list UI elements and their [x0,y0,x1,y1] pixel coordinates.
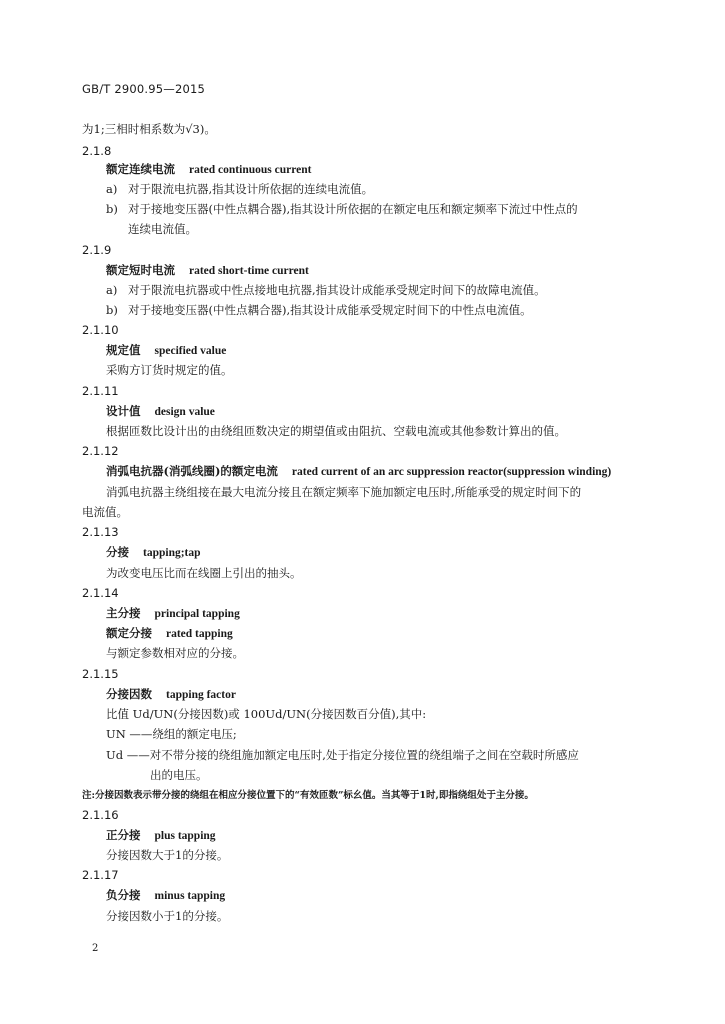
term-zh: 分接因数 [106,687,152,701]
term-heading [106,606,240,621]
term-zh: 正分接 [106,828,141,842]
term-zh: 额定连续电流 [106,162,175,176]
clause-number: 2.1.11 [82,384,119,398]
term-heading [106,545,201,560]
list-text: 对于限流电抗器或中性点接地电抗器,指其设计成能承受规定时间下的故障电流值。 [128,283,546,297]
clause-number: 2.1.13 [82,525,119,539]
standard-number-header: GB/T 2900.95—2015 [82,82,206,96]
term-heading [106,162,311,177]
definition-text: 采购方订货时规定的值。 [106,363,233,377]
definition-text: 分接因数大于1的分接。 [106,848,229,862]
clause-number: 2.1.15 [82,667,119,681]
list-marker: a) [106,283,118,297]
term-en: plus tapping [154,830,216,842]
symbol-definition: UN ——绕组的额定电压; [106,727,237,741]
clause-number: 2.1.14 [82,586,119,600]
definition-text: 为改变电压比而在线圈上引出的抽头。 [106,566,302,580]
term-en: tapping;tap [143,547,201,559]
term-heading [106,888,225,903]
definition-text: 比值 Ud/UN(分接因数)或 100Ud/UN(分接因数百分值),其中: [106,707,427,721]
term-zh: 规定值 [106,343,141,357]
term-zh: 设计值 [106,404,141,418]
page-number: 2 [92,943,99,954]
term-zh: 额定分接 [106,626,152,640]
term-heading [106,828,216,843]
symbol-definition: Ud ——对不带分接的绕组施加额定电压时,处于指定分接位置的绕组端子之间在空载时所感应 [106,748,579,762]
clause-number: 2.1.16 [82,808,119,822]
clause-number: 2.1.12 [82,444,119,458]
list-marker: a) [106,182,118,196]
list-text: 对于接地变压器(中性点耦合器),指其设计成能承受规定时间下的中性点电流值。 [128,303,532,317]
term-en: rated continuous current [189,164,312,176]
term-en: principal tapping [154,608,240,620]
symbol-definition-continued: 出的电压。 [150,768,208,782]
term-zh: 消弧电抗器(消弧线圈)的额定电流 [106,464,278,478]
clause-number: 2.1.9 [82,243,112,257]
list-text: 对于接地变压器(中性点耦合器),指其设计所依据的在额定电压和额定频率下流过中性点的 [128,202,578,216]
term-heading [106,687,236,702]
note-text: 注:分接因数表示带分接的绕组在相应分接位置下的“有效匝数”标幺值。当其等于1时,即指绕组处于主分接。 [82,790,534,801]
list-marker: b) [106,202,118,216]
term-zh: 分接 [106,545,129,559]
list-item [106,202,578,216]
list-text-continued: 连续电流值。 [128,222,197,236]
term-heading [106,343,226,358]
term-en: tapping factor [166,689,236,701]
term-en: rated tapping [166,628,233,640]
list-marker: b) [106,303,118,317]
continued-text: 为1;三相时相系数为√3)。 [82,122,216,136]
term-heading [106,263,309,278]
definition-text-continued: 电流值。 [82,505,128,519]
term-heading [106,404,215,419]
clause-number: 2.1.17 [82,868,119,882]
definition-text: 消弧电抗器主绕组接在最大电流分接且在额定频率下施加额定电压时,所能承受的规定时间下的 [106,485,582,499]
term-en: specified value [154,345,227,357]
clause-number: 2.1.8 [82,144,112,158]
term-heading [106,464,611,479]
term-en: rated current of an arc suppression reactor(suppression winding) [291,466,612,478]
definition-text: 与额定参数相对应的分接。 [106,646,244,660]
list-item [106,303,532,317]
term-zh: 主分接 [106,606,141,620]
term-en: design value [154,406,215,418]
list-text: 对于限流电抗器,指其设计所依据的连续电流值。 [128,182,374,196]
clause-number: 2.1.10 [82,323,119,337]
definition-text: 分接因数小于1的分接。 [106,909,229,923]
term-zh: 负分接 [106,888,141,902]
term-en: rated short-time current [189,265,309,277]
definition-text: 根据匝数比设计出的由绕组匝数决定的期望值或由阻抗、空载电流或其他参数计算出的值。 [106,424,566,438]
term-heading [106,626,233,641]
list-item [106,182,373,196]
term-en: minus tapping [154,890,226,902]
list-item [106,283,546,297]
term-zh: 额定短时电流 [106,263,175,277]
